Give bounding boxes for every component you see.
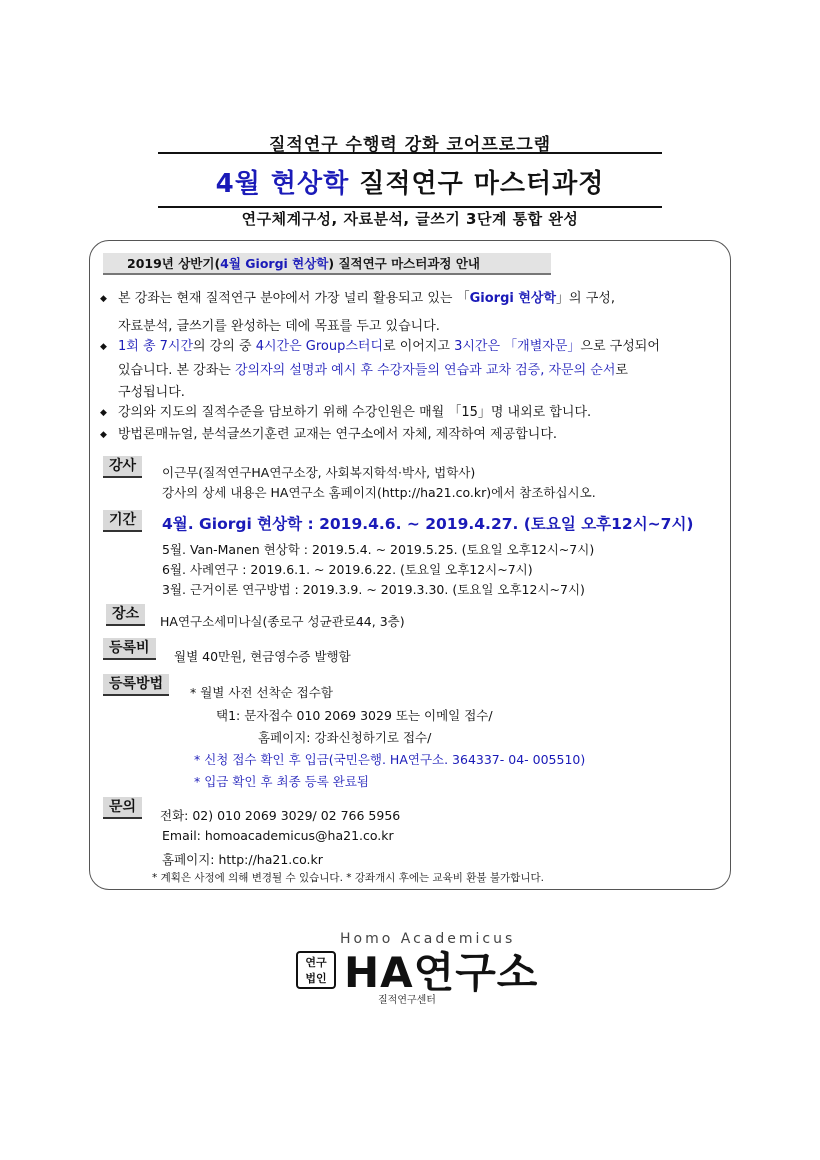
fee-text: 월별 40만원, 현금영수증 발행함 — [174, 649, 351, 664]
logo-badge-text: 연구 법인 — [305, 956, 327, 985]
bullet-2-t2: 로 이어지고 — [383, 339, 455, 354]
bullet-2-t1: 의 강의 중 — [193, 339, 256, 354]
guide-header-post: ) 질적연구 마스터과정 안내 — [328, 256, 480, 271]
bullet-4 — [100, 425, 557, 445]
instructor-line2: 강사의 상세 내용은 HA연구소 홈페이지(http://ha21.co.kr)에서 참조하십시오. — [162, 485, 596, 500]
bullet-2 — [100, 337, 660, 357]
bullet-2-line2-pre: 있습니다. 본 강좌는 — [118, 363, 235, 378]
bullet-2-line2 — [118, 359, 628, 378]
period-2: 6월. 사례연구 : 2019.6.1. ~ 2019.6.22. (토요일 오후12시~7시) — [162, 562, 533, 577]
page-title — [0, 163, 820, 200]
registration-3: 홈페이지: 강좌신청하기로 접수/ — [258, 730, 432, 745]
contact-phone: 전화: 02) 010 2069 3029/ 02 766 5956 — [160, 808, 401, 823]
bullet-1-highlight: Giorgi 현상학 — [469, 291, 557, 306]
logo-badge — [296, 951, 336, 989]
title-rest: 질적연구 마스터과정 — [359, 169, 605, 199]
logo-sub: 질적연구센터 — [378, 995, 436, 1006]
bullet-2-line2-highlight: 강의자의 설명과 예시 후 수강자들의 연습과 교차 검증, 자문의 순서 — [235, 363, 616, 378]
instructor-line1: 이근무(질적연구HA연구소장, 사회복지학석·박사, 법학사) — [162, 465, 476, 480]
contact-email: Email: homoacademicus@ha21.co.kr — [162, 828, 394, 843]
instructor-label: 강사 — [103, 456, 142, 478]
guide-header — [103, 253, 551, 275]
bullet-1 — [100, 289, 615, 309]
footnote: * 계획은 사정에 의해 변경될 수 있습니다. * 강좌개시 후에는 교육비 환불 불가합니다. — [152, 872, 544, 884]
registration-5: * 입금 확인 후 최종 등록 완료됨 — [194, 774, 369, 789]
diamond-bullet-icon: ◆ — [100, 342, 107, 352]
bullet-4-text: 방법론매뉴얼, 분석글쓰기훈련 교재는 연구소에서 자체, 제작하여 제공합니다. — [118, 427, 558, 442]
bullet-2-line2-post: 로 — [615, 363, 628, 378]
diamond-bullet-icon: ◆ — [100, 294, 107, 304]
bullet-2-h3: 3시간은 「개별자문」 — [454, 339, 581, 354]
fee-label: 등록비 — [103, 638, 156, 660]
title-highlight: 4월 현상학 — [215, 169, 350, 199]
period-main: 4월. Giorgi 현상학 : 2019.4.6. ~ 2019.4.27. (토요일 오후12시~7시) — [162, 515, 694, 533]
guide-header-pre: 2019년 상반기( — [127, 256, 221, 271]
bullet-1-text: 본 강좌는 현재 질적연구 분야에서 가장 널리 활용되고 있는 「 — [118, 291, 470, 306]
guide-header-highlight: 4월 Giorgi 현상학 — [220, 256, 329, 271]
bullet-2-t3: 으로 구성되어 — [580, 339, 660, 354]
bullet-1-line2: 자료분석, 글쓰기를 완성하는 데에 목표를 두고 있습니다. — [118, 319, 440, 334]
bullet-3-text: 강의와 지도의 질적수준을 담보하기 위해 수강인원은 매월 「15」명 내외로 합니다. — [118, 405, 592, 420]
contact-label: 문의 — [103, 797, 142, 819]
diamond-bullet-icon: ◆ — [100, 408, 107, 418]
logo-english: Homo Academicus — [340, 931, 516, 947]
venue-label: 장소 — [106, 604, 145, 626]
bullet-2-line3: 구성됩니다. — [118, 385, 185, 400]
bullet-1-text-end: 」의 구성, — [556, 291, 615, 306]
contact-web: 홈페이지: http://ha21.co.kr — [162, 852, 323, 867]
registration-2: 택1: 문자접수 010 2069 3029 또는 이메일 접수/ — [216, 708, 493, 723]
subtitle-top: 질적연구 수행력 강화 코어프로그램 — [268, 135, 552, 155]
venue-text: HA연구소세미나실(종로구 성균관로44, 3층) — [160, 614, 405, 629]
registration-1: * 월별 사전 선착순 접수함 — [190, 685, 333, 700]
logo-main: HA연구소 — [344, 948, 539, 997]
registration-label: 등록방법 — [103, 674, 169, 696]
diamond-bullet-icon: ◆ — [100, 430, 107, 440]
bullet-2-h1: 1회 총 7시간 — [118, 339, 194, 354]
bullet-2-h2: 4시간은 Group스터디 — [255, 339, 384, 354]
subtitle-bottom: 연구체계구성, 자료분석, 글쓰기 3단계 통합 완성 — [241, 210, 579, 228]
bullet-3 — [100, 403, 591, 423]
period-3: 3월. 근거이론 연구방법 : 2019.3.9. ~ 2019.3.30. (토요일 오후12시~7시) — [162, 582, 585, 597]
registration-4: * 신청 접수 확인 후 입금(국민은행. HA연구소. 364337- 04- 005510) — [194, 752, 586, 767]
period-label: 기간 — [103, 510, 142, 532]
period-1: 5월. Van-Manen 현상학 : 2019.5.4. ~ 2019.5.25. (토요일 오후12시~7시) — [162, 542, 595, 557]
